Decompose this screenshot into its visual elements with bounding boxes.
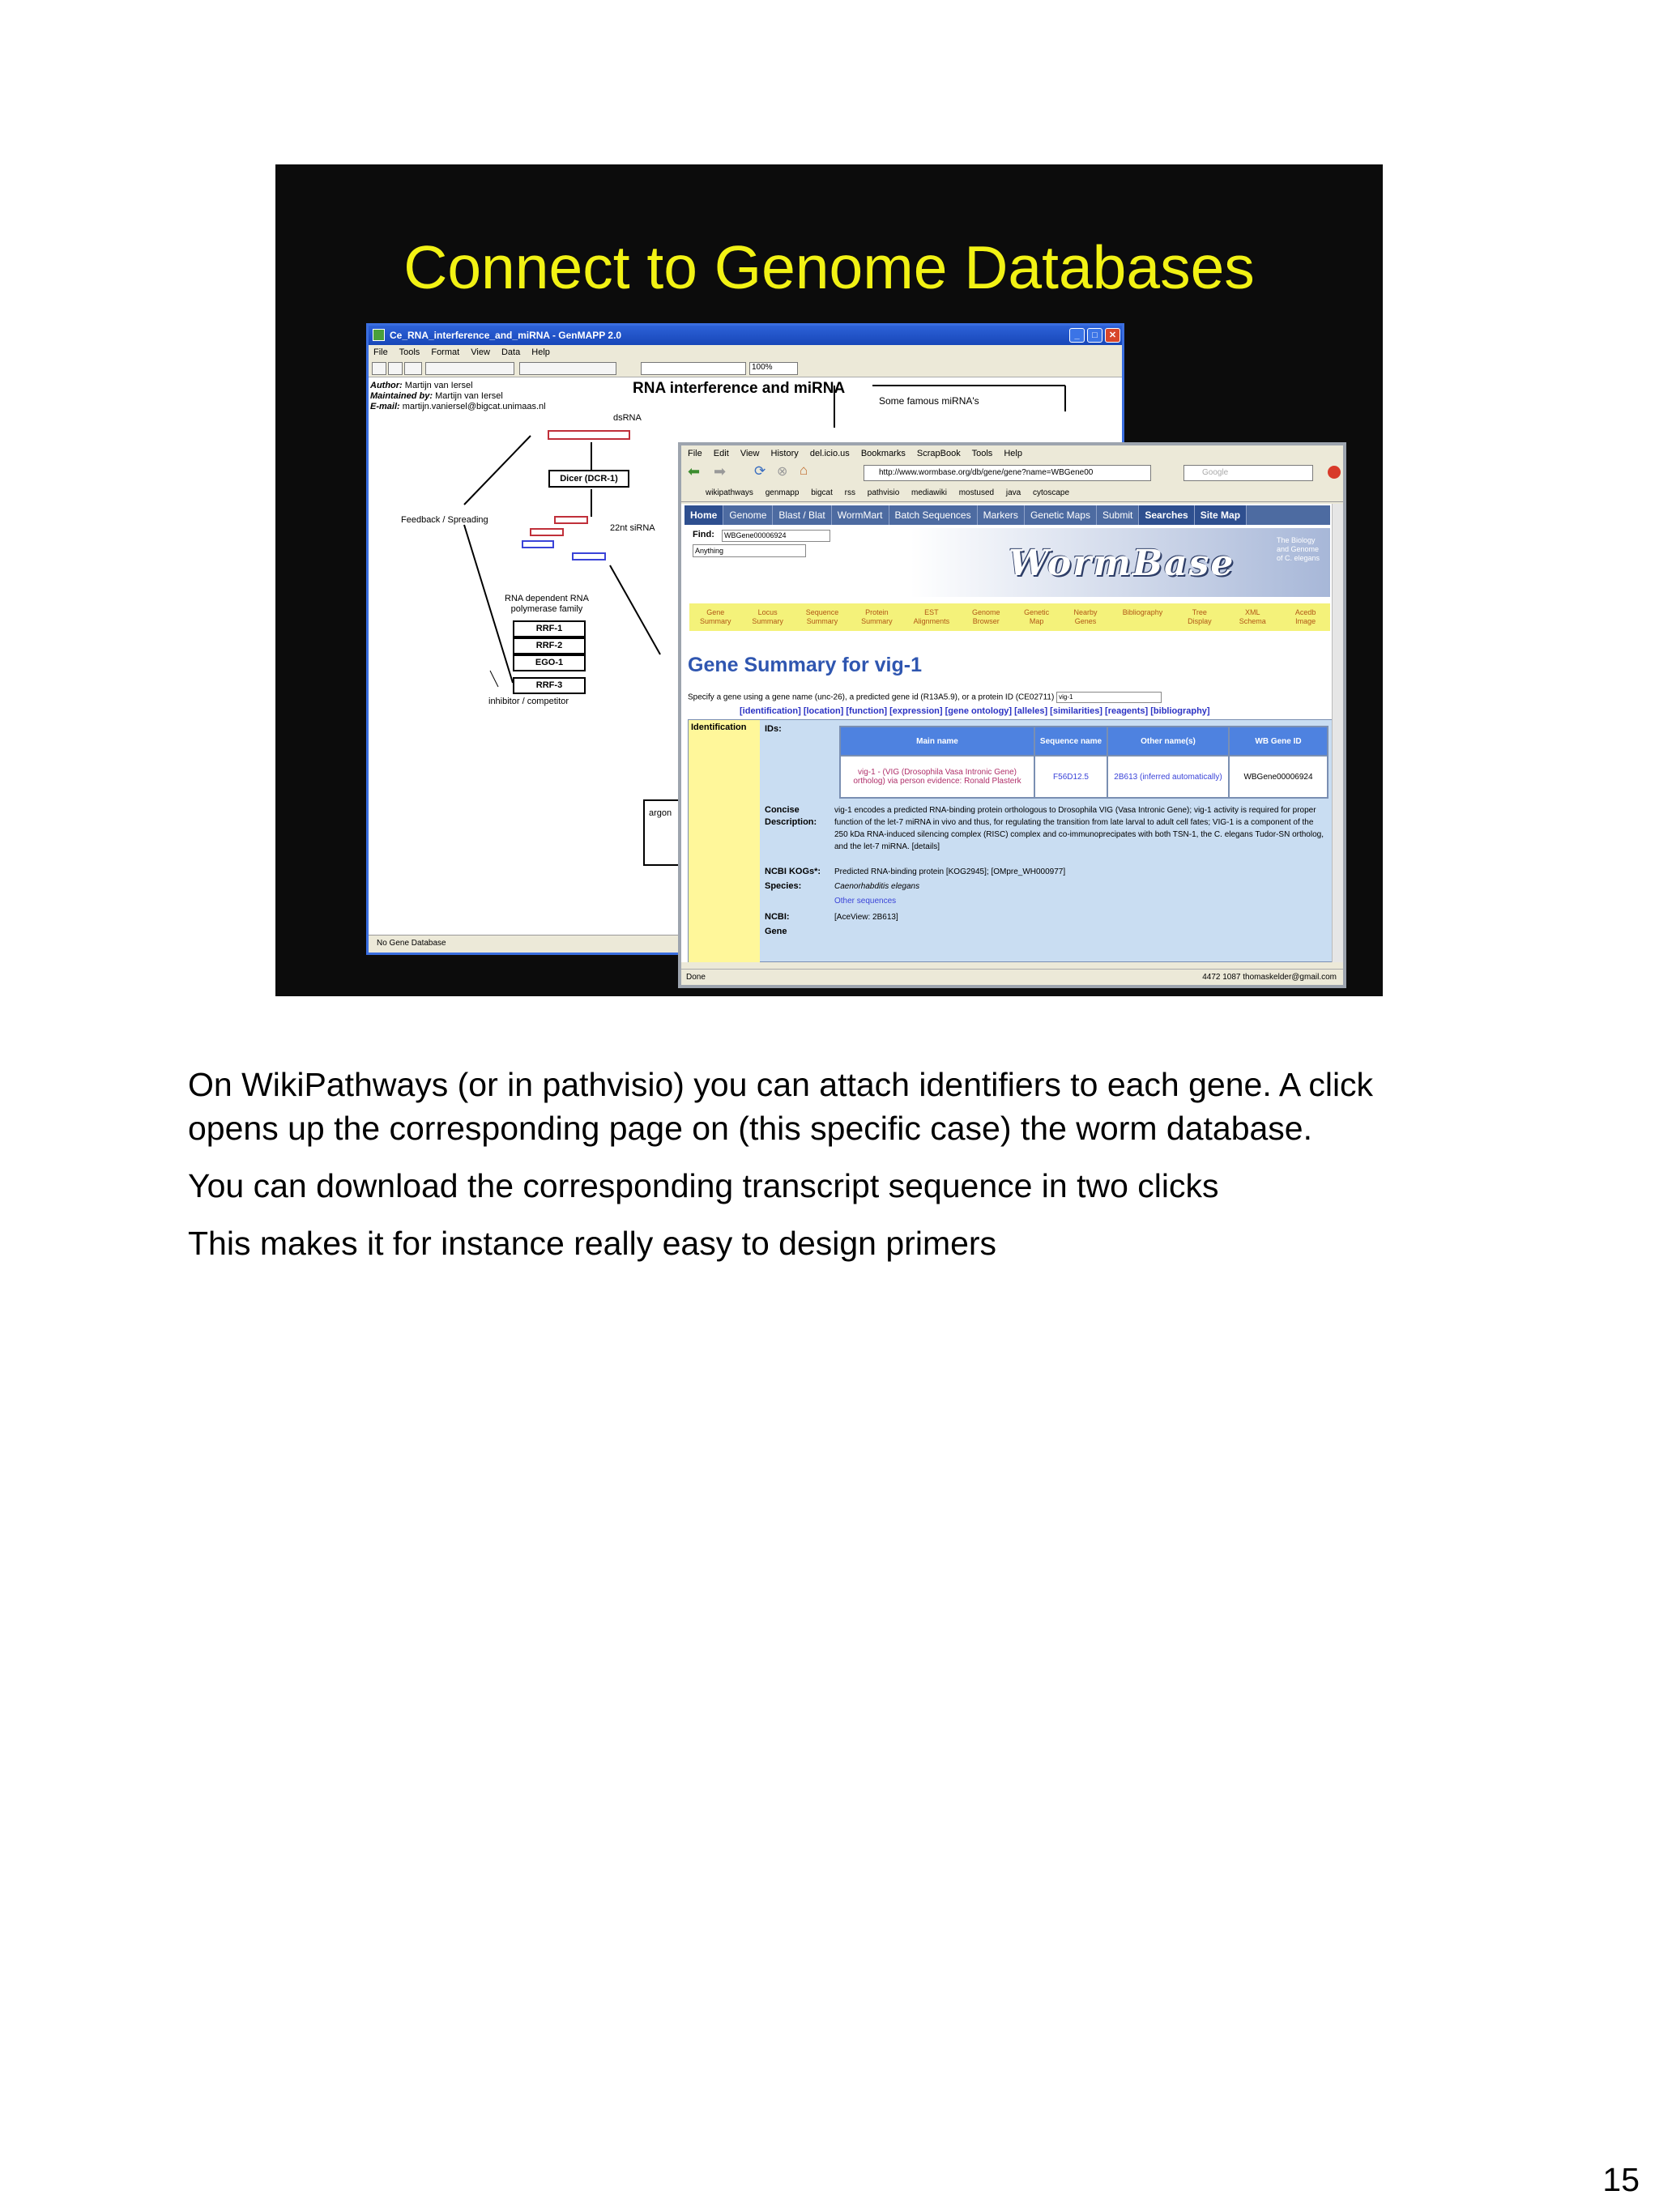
author-name: Martijn van Iersel — [404, 381, 473, 390]
browser-menu-history[interactable]: History — [770, 449, 799, 458]
url-bar[interactable]: http://www.wormbase.org/db/gene/gene?name=WBGene00 — [864, 465, 1151, 481]
td-other-names[interactable]: 2B613 (inferred automatically) — [1107, 756, 1229, 798]
gene-specify-input[interactable]: vig-1 — [1056, 692, 1162, 703]
argonaute-label: argon — [649, 808, 672, 818]
adblock-icon[interactable] — [1328, 466, 1341, 479]
slide-image — [275, 164, 1383, 996]
kogs-text: Predicted RNA-binding protein [KOG2945]; [OMpre_WH000977] — [834, 867, 1066, 876]
genmapp-toolbar — [369, 360, 1122, 377]
browser-window — [678, 442, 1346, 988]
genmapp-window-title: Ce_RNA_interference_and_miRNA - GenMAPP 2.0 — [390, 330, 622, 341]
reload-icon[interactable]: ⟳ — [754, 463, 766, 479]
browser-menu-file[interactable]: File — [688, 449, 702, 458]
wormbase-page — [681, 504, 1338, 962]
bookmark-bigcat[interactable]: bigcat — [811, 488, 833, 497]
th-wb-gene-id: WB Gene ID — [1229, 727, 1328, 756]
menu-help[interactable]: Help — [531, 347, 550, 357]
browser-navbar — [681, 462, 1343, 484]
th-sequence-name: Sequence name — [1034, 727, 1107, 756]
td-wb-gene-id: WBGene00006924 — [1229, 756, 1328, 798]
ids-label: IDs: — [765, 724, 782, 734]
maximize-icon[interactable]: □ — [1087, 328, 1102, 343]
gene-links-bar — [689, 603, 1330, 631]
nav-site-map[interactable]: Site Map — [1195, 505, 1247, 525]
link-genome-browser[interactable]: Genome Browser — [971, 608, 1000, 625]
notes-paragraph-3: This makes it for instance really easy to design primers — [188, 1225, 997, 1262]
sirna-label: 22nt siRNA — [610, 523, 655, 533]
menu-data[interactable]: Data — [501, 347, 521, 357]
gene-label: Gene — [765, 927, 787, 936]
ncbi-label: NCBI: — [765, 912, 790, 922]
gene-specify-row — [688, 692, 1162, 703]
rdrp-family-label: RNA dependent RNA polymerase family — [505, 594, 589, 614]
browser-menu-tools[interactable]: Tools — [971, 449, 993, 458]
find-input[interactable]: WBGene00006924 — [722, 530, 830, 542]
home-icon[interactable]: ⌂ — [800, 462, 808, 478]
gene-box-tool[interactable] — [372, 362, 386, 375]
maintainer-name: Martijn van Iersel — [435, 391, 503, 401]
author-label: Author: — [370, 381, 403, 390]
shape-tools[interactable] — [425, 362, 514, 375]
bookmark-genmapp[interactable]: genmapp — [765, 488, 800, 497]
author-email: martijn.vaniersel@bigcat.unimaas.nl — [402, 402, 546, 411]
identification-section — [688, 719, 1333, 962]
bookmark-wikipathways[interactable]: wikipathways — [706, 488, 753, 497]
node-tools[interactable] — [519, 362, 616, 375]
rrf-3-gene-box[interactable]: RRF-3 — [513, 677, 586, 694]
rrf-2-gene-box[interactable]: RRF-2 — [513, 637, 586, 654]
notes-paragraph-1: On WikiPathways (or in pathvisio) you can attach identifiers to each gene. A click opens up the corresponding page on (this specific case) the worm database. — [188, 1066, 1374, 1147]
link-locus-summary[interactable]: Locus Summary — [752, 608, 783, 625]
ids-table — [839, 726, 1328, 799]
ego-1-gene-box[interactable]: EGO-1 — [513, 654, 586, 671]
maintained-label: Maintained by: — [370, 391, 433, 401]
nav-submit[interactable]: Submit — [1097, 505, 1139, 525]
find-label: Find: — [693, 530, 714, 539]
bookmarks-toolbar — [681, 484, 1343, 502]
link-tree-display[interactable]: Tree Display — [1188, 608, 1212, 625]
link-sequence-summary[interactable]: Sequence Summary — [805, 608, 839, 625]
famous-mirna-label: Some famous miRNA's — [879, 395, 979, 407]
concise-text: vig-1 encodes a predicted RNA-binding protein orthologous to Drosophila VIG (Vasa Intronic Gene); vig-1 activity is required for proper function of the let-7 miRNA in vivo and thus, for regulating the transition from late larval to adult cell fates; VIG-1 is a component of the 250 kDa RNA-induced silencing complex (RISC) complex and co-immunoprecipates with both TSN-1, the C. elegans Tudor-SN ortholog, and the let-7 miRNA. [details] — [834, 806, 1324, 851]
nav-genetic-maps[interactable]: Genetic Maps — [1025, 505, 1097, 525]
wormbase-nav — [684, 505, 1330, 525]
identification-label: Identification — [689, 720, 760, 962]
link-nearby-genes[interactable]: Nearby Genes — [1073, 608, 1098, 625]
dsrna-label: dsRNA — [613, 413, 642, 423]
line-tool[interactable] — [404, 362, 422, 375]
page-number: 15 — [1602, 2161, 1640, 2198]
nav-genome[interactable]: Genome — [723, 505, 773, 525]
zoom-select[interactable]: 100% — [749, 362, 798, 375]
th-other-names: Other name(s) — [1107, 727, 1229, 756]
nav-wormmart[interactable]: WormMart — [832, 505, 889, 525]
wormbase-header — [684, 528, 1330, 597]
status-done: Done — [686, 973, 706, 982]
menu-file[interactable]: File — [373, 347, 388, 357]
link-gene-summary[interactable]: Gene Summary — [699, 608, 731, 625]
status-right: 4472 1087 thomaskelder@gmail.com — [1202, 973, 1337, 982]
gene-summary-title: Gene Summary for vig-1 — [688, 654, 922, 676]
menu-format[interactable]: Format — [431, 347, 460, 357]
pathway-title: RNA interference and miRNA — [633, 380, 846, 397]
bookmark-mostused[interactable]: mostused — [958, 488, 995, 497]
genmapp-app-icon — [373, 329, 385, 341]
browser-menu-view[interactable]: View — [740, 449, 760, 458]
bookmark-pathvisio[interactable]: pathvisio — [867, 488, 900, 497]
browser-menu-edit[interactable]: Edit — [713, 449, 729, 458]
menu-tools[interactable]: Tools — [399, 347, 420, 357]
link-acedb-image[interactable]: Acedb Image — [1294, 608, 1316, 625]
nav-markers[interactable]: Markers — [978, 505, 1025, 525]
link-protein-summary[interactable]: Protein Summary — [861, 608, 893, 625]
bookmark-rss[interactable]: rss — [844, 488, 855, 497]
concise-label: Concise Description: — [765, 805, 817, 827]
link-bibliography[interactable]: Bibliography — [1122, 608, 1163, 616]
other-sequences-link[interactable]: Other sequences — [834, 897, 897, 906]
species-text: Caenorhabditis elegans — [834, 882, 920, 891]
browser-menubar — [681, 445, 1343, 462]
feedback-label: Feedback / Spreading — [401, 515, 488, 525]
inhibitor-label: inhibitor / competitor — [488, 697, 569, 706]
page-scrollbar[interactable] — [1332, 504, 1343, 962]
slide-title: Connect to Genome Databases — [403, 233, 1255, 301]
link-genetic-map[interactable]: Genetic Map — [1024, 608, 1050, 625]
speaker-notes — [188, 1063, 1452, 1279]
browser-menu-help[interactable]: Help — [1004, 449, 1022, 458]
back-icon[interactable]: ⬅ — [688, 463, 701, 479]
genmapp-menubar — [369, 345, 1122, 360]
find-select[interactable]: Anything — [693, 544, 806, 557]
notes-paragraph-2: You can download the corresponding transcript sequence in two clicks — [188, 1167, 1219, 1204]
rrf-1-gene-box[interactable]: RRF-1 — [513, 620, 586, 637]
close-icon[interactable]: ✕ — [1105, 328, 1120, 343]
nav-batch-sequences[interactable]: Batch Sequences — [889, 505, 978, 525]
browser-statusbar — [681, 969, 1343, 985]
th-main-name: Main name — [840, 727, 1034, 756]
forward-icon[interactable]: ➡ — [714, 463, 727, 479]
nav-home[interactable]: Home — [684, 505, 723, 525]
stop-icon[interactable]: ⊗ — [777, 465, 788, 479]
browser-menu-scrapbook[interactable]: ScrapBook — [916, 449, 961, 458]
gene-specify-text: Specify a gene using a gene name (unc-26), a predicted gene id (R13A5.9), or a protein ID (CE02711) — [688, 693, 1055, 702]
link-xml-schema[interactable]: XML Schema — [1239, 608, 1266, 625]
genmapp-titlebar — [369, 326, 1122, 345]
bookmark-mediawiki[interactable]: mediawiki — [911, 488, 947, 497]
species-label: Species: — [765, 881, 802, 891]
link-est-alignments[interactable]: EST Alignments — [913, 608, 950, 625]
section-links[interactable]: [identification] [location] [function] [expression] [gene ontology] [alleles] [similarities] [reagents] [bibliography] — [740, 706, 1210, 716]
wormbase-tagline: The Biology and Genome of C. elegans — [1277, 536, 1320, 562]
browser-menu-delicious[interactable]: del.icio.us — [809, 449, 850, 458]
table-row — [840, 756, 1328, 798]
nav-searches[interactable]: Searches — [1139, 505, 1194, 525]
ncbi-text: [AceView: 2B613] — [834, 913, 898, 922]
label-tool[interactable] — [388, 362, 403, 375]
genmapp-statusbar: No Gene Database — [369, 935, 1122, 953]
td-sequence-name[interactable]: F56D12.5 — [1034, 756, 1107, 798]
email-label: E-mail: — [370, 402, 400, 411]
browser-search-input[interactable]: Google — [1183, 465, 1313, 481]
bookmark-java[interactable]: java — [1005, 488, 1021, 497]
wormbase-logo[interactable]: WormBase — [1009, 543, 1235, 584]
menu-view[interactable]: View — [471, 347, 490, 357]
bookmark-cytoscape[interactable]: cytoscape — [1033, 488, 1070, 497]
kogs-label: NCBI KOGs*: — [765, 867, 821, 876]
nav-blast[interactable]: Blast / Blat — [773, 505, 831, 525]
minimize-icon[interactable]: _ — [1069, 328, 1085, 343]
browser-menu-bookmarks[interactable]: Bookmarks — [860, 449, 906, 458]
dicer-gene-box[interactable]: Dicer (DCR-1) — [548, 470, 629, 488]
td-main-name[interactable]: vig-1 - (VIG (Drosophila Vasa Intronic Gene) ortholog) via person evidence: Ronald Plasterk — [840, 756, 1034, 798]
gene-search-input[interactable] — [641, 362, 746, 375]
